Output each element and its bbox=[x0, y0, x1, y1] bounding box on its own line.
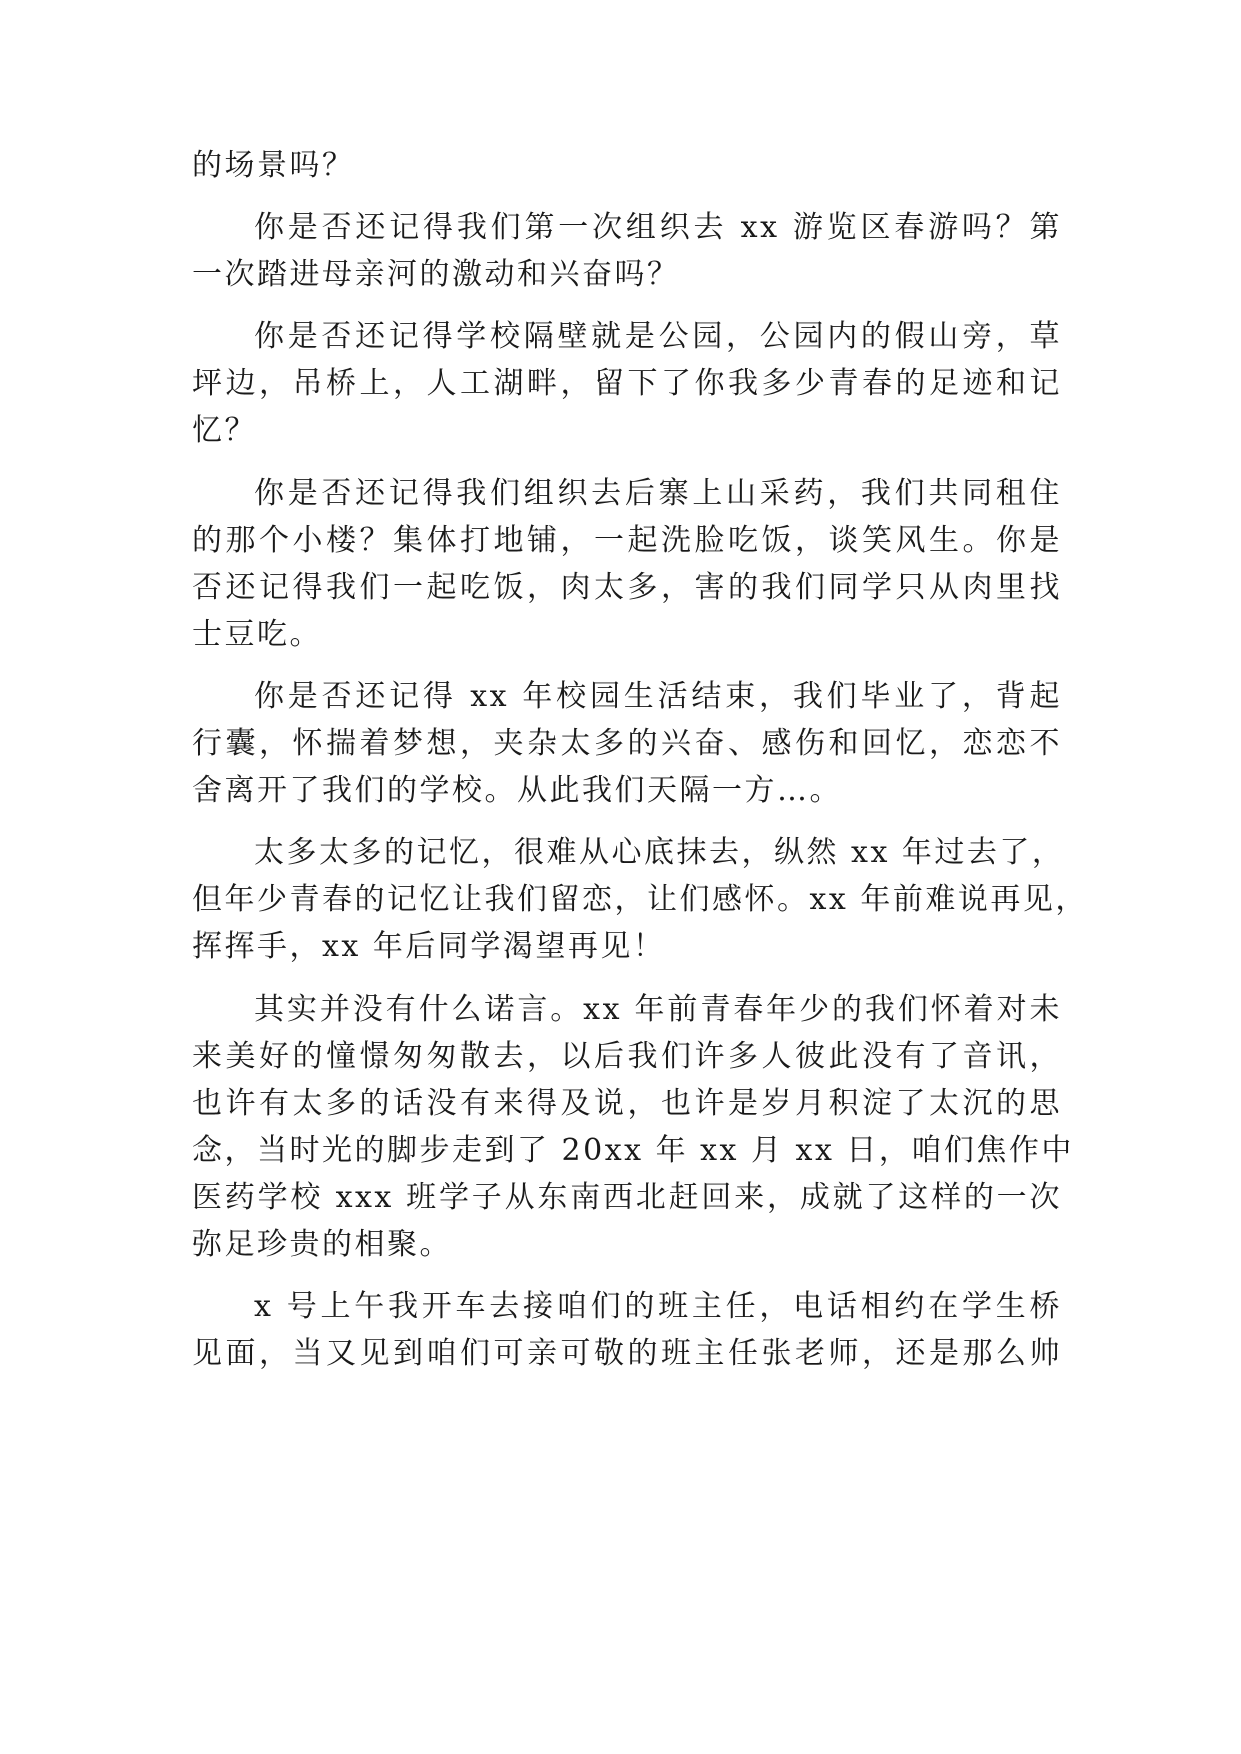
text-line: 也许有太多的话没有来得及说，也许是岁月积淀了太沉的思 bbox=[192, 1086, 1062, 1121]
text-line: 的那个小楼？集体打地铺，一起洗脸吃饭，谈笑风生。你是 bbox=[192, 523, 1062, 558]
text-line: 太多太多的记忆，很难从心底抹去，纵然 xx 年过去了， bbox=[254, 835, 1065, 870]
text-line: 挥挥手，xx 年后同学渴望再见！ bbox=[192, 929, 666, 964]
text-line: 你是否还记得我们第一次组织去 xx 游览区春游吗？第 bbox=[254, 210, 1062, 245]
text-line: 行囊，怀揣着梦想，夹杂太多的兴奋、感伤和回忆，恋恋不 bbox=[192, 726, 1062, 761]
text-line: 医药学校 xxx 班学子从东南西北赶回来，成就了这样的一次 bbox=[192, 1180, 1062, 1215]
text-line: 士豆吃。 bbox=[192, 617, 322, 652]
text-line: 的场景吗？ bbox=[192, 148, 355, 183]
text-line: 但年少青春的记忆让我们留恋，让们感怀。xx 年前难说再见， bbox=[192, 882, 1088, 917]
text-line: 忆？ bbox=[192, 413, 257, 448]
text-line: 见面，当又见到咱们可亲可敬的班主任张老师，还是那么帅 bbox=[192, 1336, 1062, 1371]
text-line: 舍离开了我们的学校。从此我们天隔一方…。 bbox=[192, 773, 842, 808]
text-line: 来美好的憧憬匆匆散去，以后我们许多人彼此没有了音讯， bbox=[192, 1039, 1062, 1074]
text-line: 其实并没有什么诺言。xx 年前青春年少的我们怀着对未 bbox=[254, 992, 1062, 1027]
text-line: 弥足珍贵的相聚。 bbox=[192, 1227, 452, 1262]
text-line: 否还记得我们一起吃饭，肉太多，害的我们同学只从肉里找 bbox=[192, 570, 1062, 605]
text-line: 你是否还记得我们组织去后寨上山采药，我们共同租住 bbox=[254, 476, 1062, 511]
text-line: x 号上午我开车去接咱们的班主任，电话相约在学生桥 bbox=[254, 1289, 1062, 1324]
text-line: 你是否还记得学校隔壁就是公园，公园内的假山旁，草 bbox=[254, 319, 1062, 354]
text-line: 一次踏进母亲河的激动和兴奋吗？ bbox=[192, 257, 680, 292]
text-line: 坪边，吊桥上，人工湖畔，留下了你我多少青春的足迹和记 bbox=[192, 366, 1062, 401]
text-line: 念，当时光的脚步走到了 20xx 年 xx 月 xx 日，咱们焦作中 bbox=[192, 1133, 1074, 1168]
text-line: 你是否还记得 xx 年校园生活结束，我们毕业了，背起 bbox=[254, 679, 1062, 714]
